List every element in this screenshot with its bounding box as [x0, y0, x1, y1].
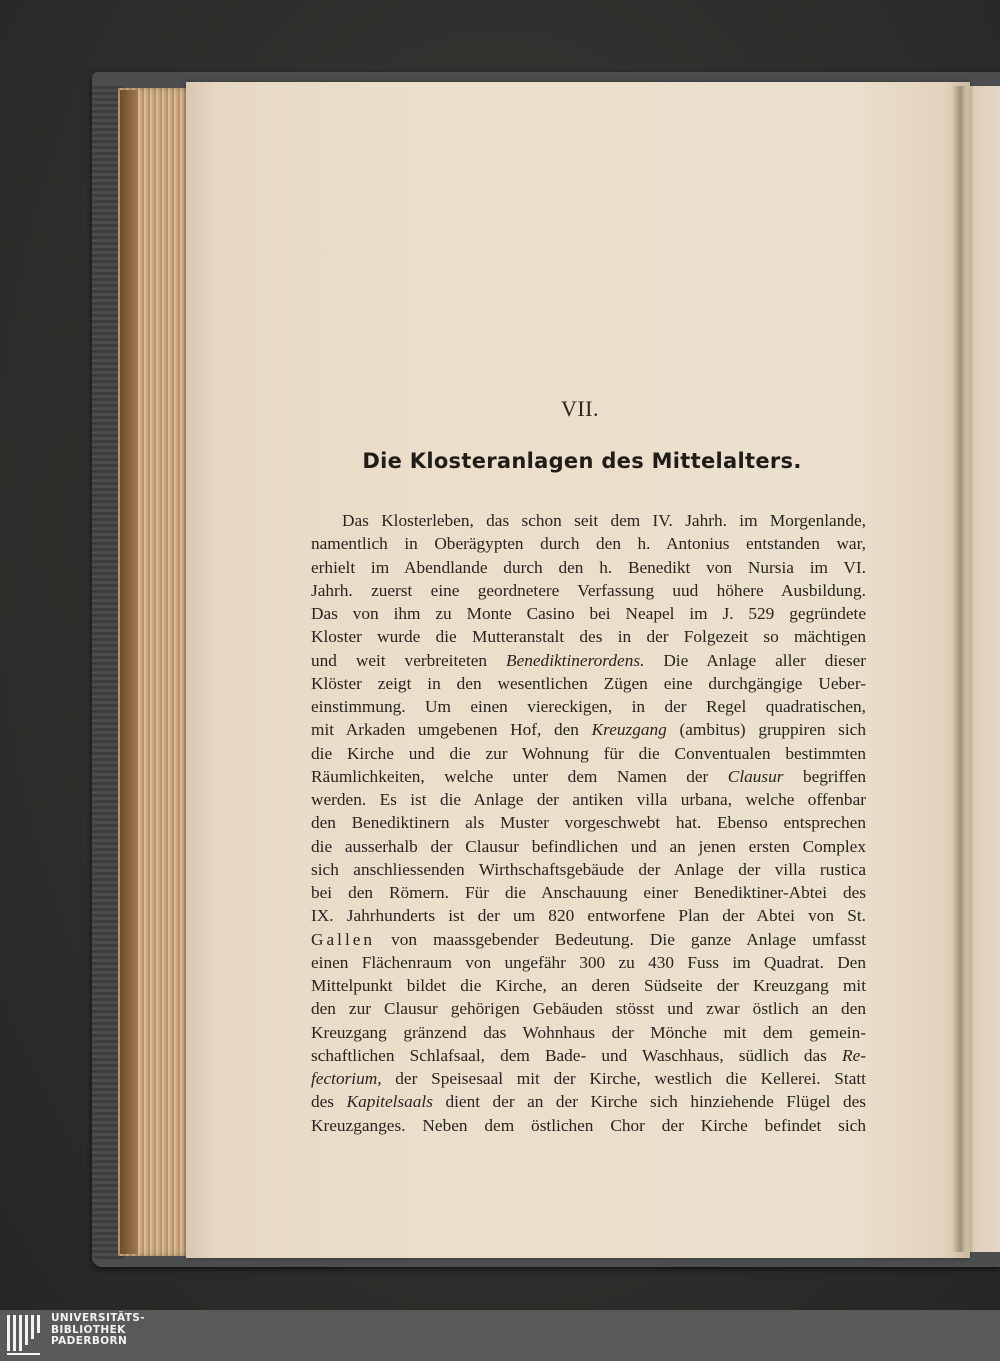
emphasis: Kapitelsaals [346, 1092, 433, 1112]
text-line [311, 881, 866, 904]
text-segment: mit Arkaden umgebenen Hof, den [311, 720, 592, 740]
text-line [311, 718, 866, 741]
text-line [311, 509, 866, 532]
gutter-shadow [952, 86, 966, 1252]
body-text [311, 509, 866, 1137]
text-line [311, 765, 866, 788]
text-segment: die ausserhalb der Clausur befindlichen und an jenen ersten Complex [311, 836, 866, 856]
text-line [311, 997, 866, 1020]
text-segment: den Benediktinern als Muster vorgeschwebt hat. Ebenso entsprechen [311, 813, 866, 833]
text-line [311, 858, 866, 881]
text-line [311, 602, 866, 625]
text-segment: sich anschliessenden Wirthschaftsgebäude der Anlage der villa rustica [311, 859, 866, 879]
text-line [311, 904, 866, 927]
text-line [311, 1044, 866, 1067]
text-line [311, 811, 866, 834]
chapter-title: Die Klosteranlagen des Mittelalters. [362, 449, 802, 473]
text-line [311, 556, 866, 579]
text-line [311, 649, 866, 672]
text-segment: werden. Es ist die Anlage der antiken villa urbana, welche offenbar [311, 790, 866, 809]
text-segment: einstimmung. Um einen viereckigen, in der Regel quadratischen, [311, 697, 866, 716]
emphasis: Re- [842, 1045, 866, 1065]
text-line [311, 625, 866, 648]
emphasis: Clausur [727, 766, 784, 786]
text-segment: Kloster wurde die Mutteranstalt des in der Folgezeit so mächtigen [311, 627, 866, 647]
text-segment: der Speisesaal mit der Kirche, westlich die Kellerei. Statt [381, 1069, 866, 1088]
text-segment: Räumlichkeiten, welche unter dem Namen der [311, 766, 728, 786]
text-line [311, 974, 866, 997]
spaced-word: Gallen [311, 929, 376, 949]
page-edges-shadow [120, 90, 138, 1254]
text-line [311, 532, 866, 555]
text-segment: Kreuzgang gränzend das Wohnhaus der Mönche mit dem gemein- [311, 1022, 866, 1042]
text-line [311, 1021, 866, 1044]
text-segment: die Kirche und die zur Wohnung für die Conventualen bestimmten [311, 743, 866, 763]
text-segment: von maassgebender Bedeutung. Die ganze Anlage umfasst [375, 929, 866, 949]
text-segment: den zur Clausur gehörigen Gebäuden stösst und zwar östlich an den [311, 999, 866, 1019]
emphasis: fectorium, [311, 1069, 382, 1088]
text-line [311, 788, 866, 811]
text-line [311, 1067, 866, 1090]
text-line [311, 835, 866, 858]
text-segment: Die Anlage aller dieser [644, 650, 866, 670]
emphasis: Kreuzgang [591, 720, 667, 740]
text-segment: erhielt im Abendlande durch den h. Benedikt von Nursia im VI. [311, 557, 866, 577]
text-segment: IX. Jahrhunderts ist der um 820 entworfene Plan der Abtei von St. [311, 906, 866, 926]
emphasis: Benediktinerordens. [506, 650, 645, 670]
text-line [311, 1114, 866, 1137]
library-name-line: PADERBORN [51, 1335, 128, 1347]
library-name-line: BIBLIOTHEK [51, 1323, 126, 1336]
library-name-line: UNIVERSITÄTS- [51, 1312, 146, 1324]
library-name [51, 1313, 145, 1348]
text-segment: Mittelpunkt bildet die Kirche, an deren Südseite der Kreuzgang mit [311, 976, 866, 995]
chapter-number: VII. [560, 396, 600, 421]
text-segment: Kreuzganges. Neben dem östlichen Chor der Kirche befindet sich [311, 1115, 866, 1135]
text-line [311, 742, 866, 765]
text-segment: und weit verbreiteten [311, 650, 507, 670]
text-segment: Das Klosterleben, das schon seit dem IV. Jahrh. im Morgenlande, [342, 511, 866, 530]
text-segment: Klöster zeigt in den wesentlichen Zügen eine durchgängige Ueber- [311, 673, 866, 693]
text-segment: dient der an der Kirche sich hinziehende Flügel des [432, 1092, 867, 1112]
text-segment: des [311, 1092, 347, 1112]
text-segment: bei den Römern. Für die Anschauung einer Benediktiner-Abtei des [311, 883, 866, 902]
text-line [311, 951, 866, 974]
text-segment: (ambitus) gruppiren sich [666, 720, 866, 740]
text-line [311, 928, 866, 951]
text-segment: einen Flächenraum von ungefähr 300 zu 430 Fuss im Quadrat. Den [311, 952, 866, 972]
text-line [311, 695, 866, 718]
text-segment: namentlich in Oberägypten durch den h. Antonius entstanden war, [311, 534, 866, 554]
text-line [311, 1090, 866, 1113]
text-segment: schaftlichen Schlafsaal, dem Bade- und Waschhaus, südlich das [311, 1045, 843, 1065]
text-segment: Das von ihm zu Monte Casino bei Neapel im J. 529 gegründete [311, 604, 866, 623]
text-line [311, 672, 866, 695]
library-logo-icon [4, 1313, 46, 1358]
footer-bar [0, 1310, 1000, 1361]
text-segment: begriffen [783, 766, 866, 786]
text-segment: Jahrh. zuerst eine geordnetere Verfassung uud höhere Ausbildung. [311, 580, 866, 600]
text-line [311, 579, 866, 602]
